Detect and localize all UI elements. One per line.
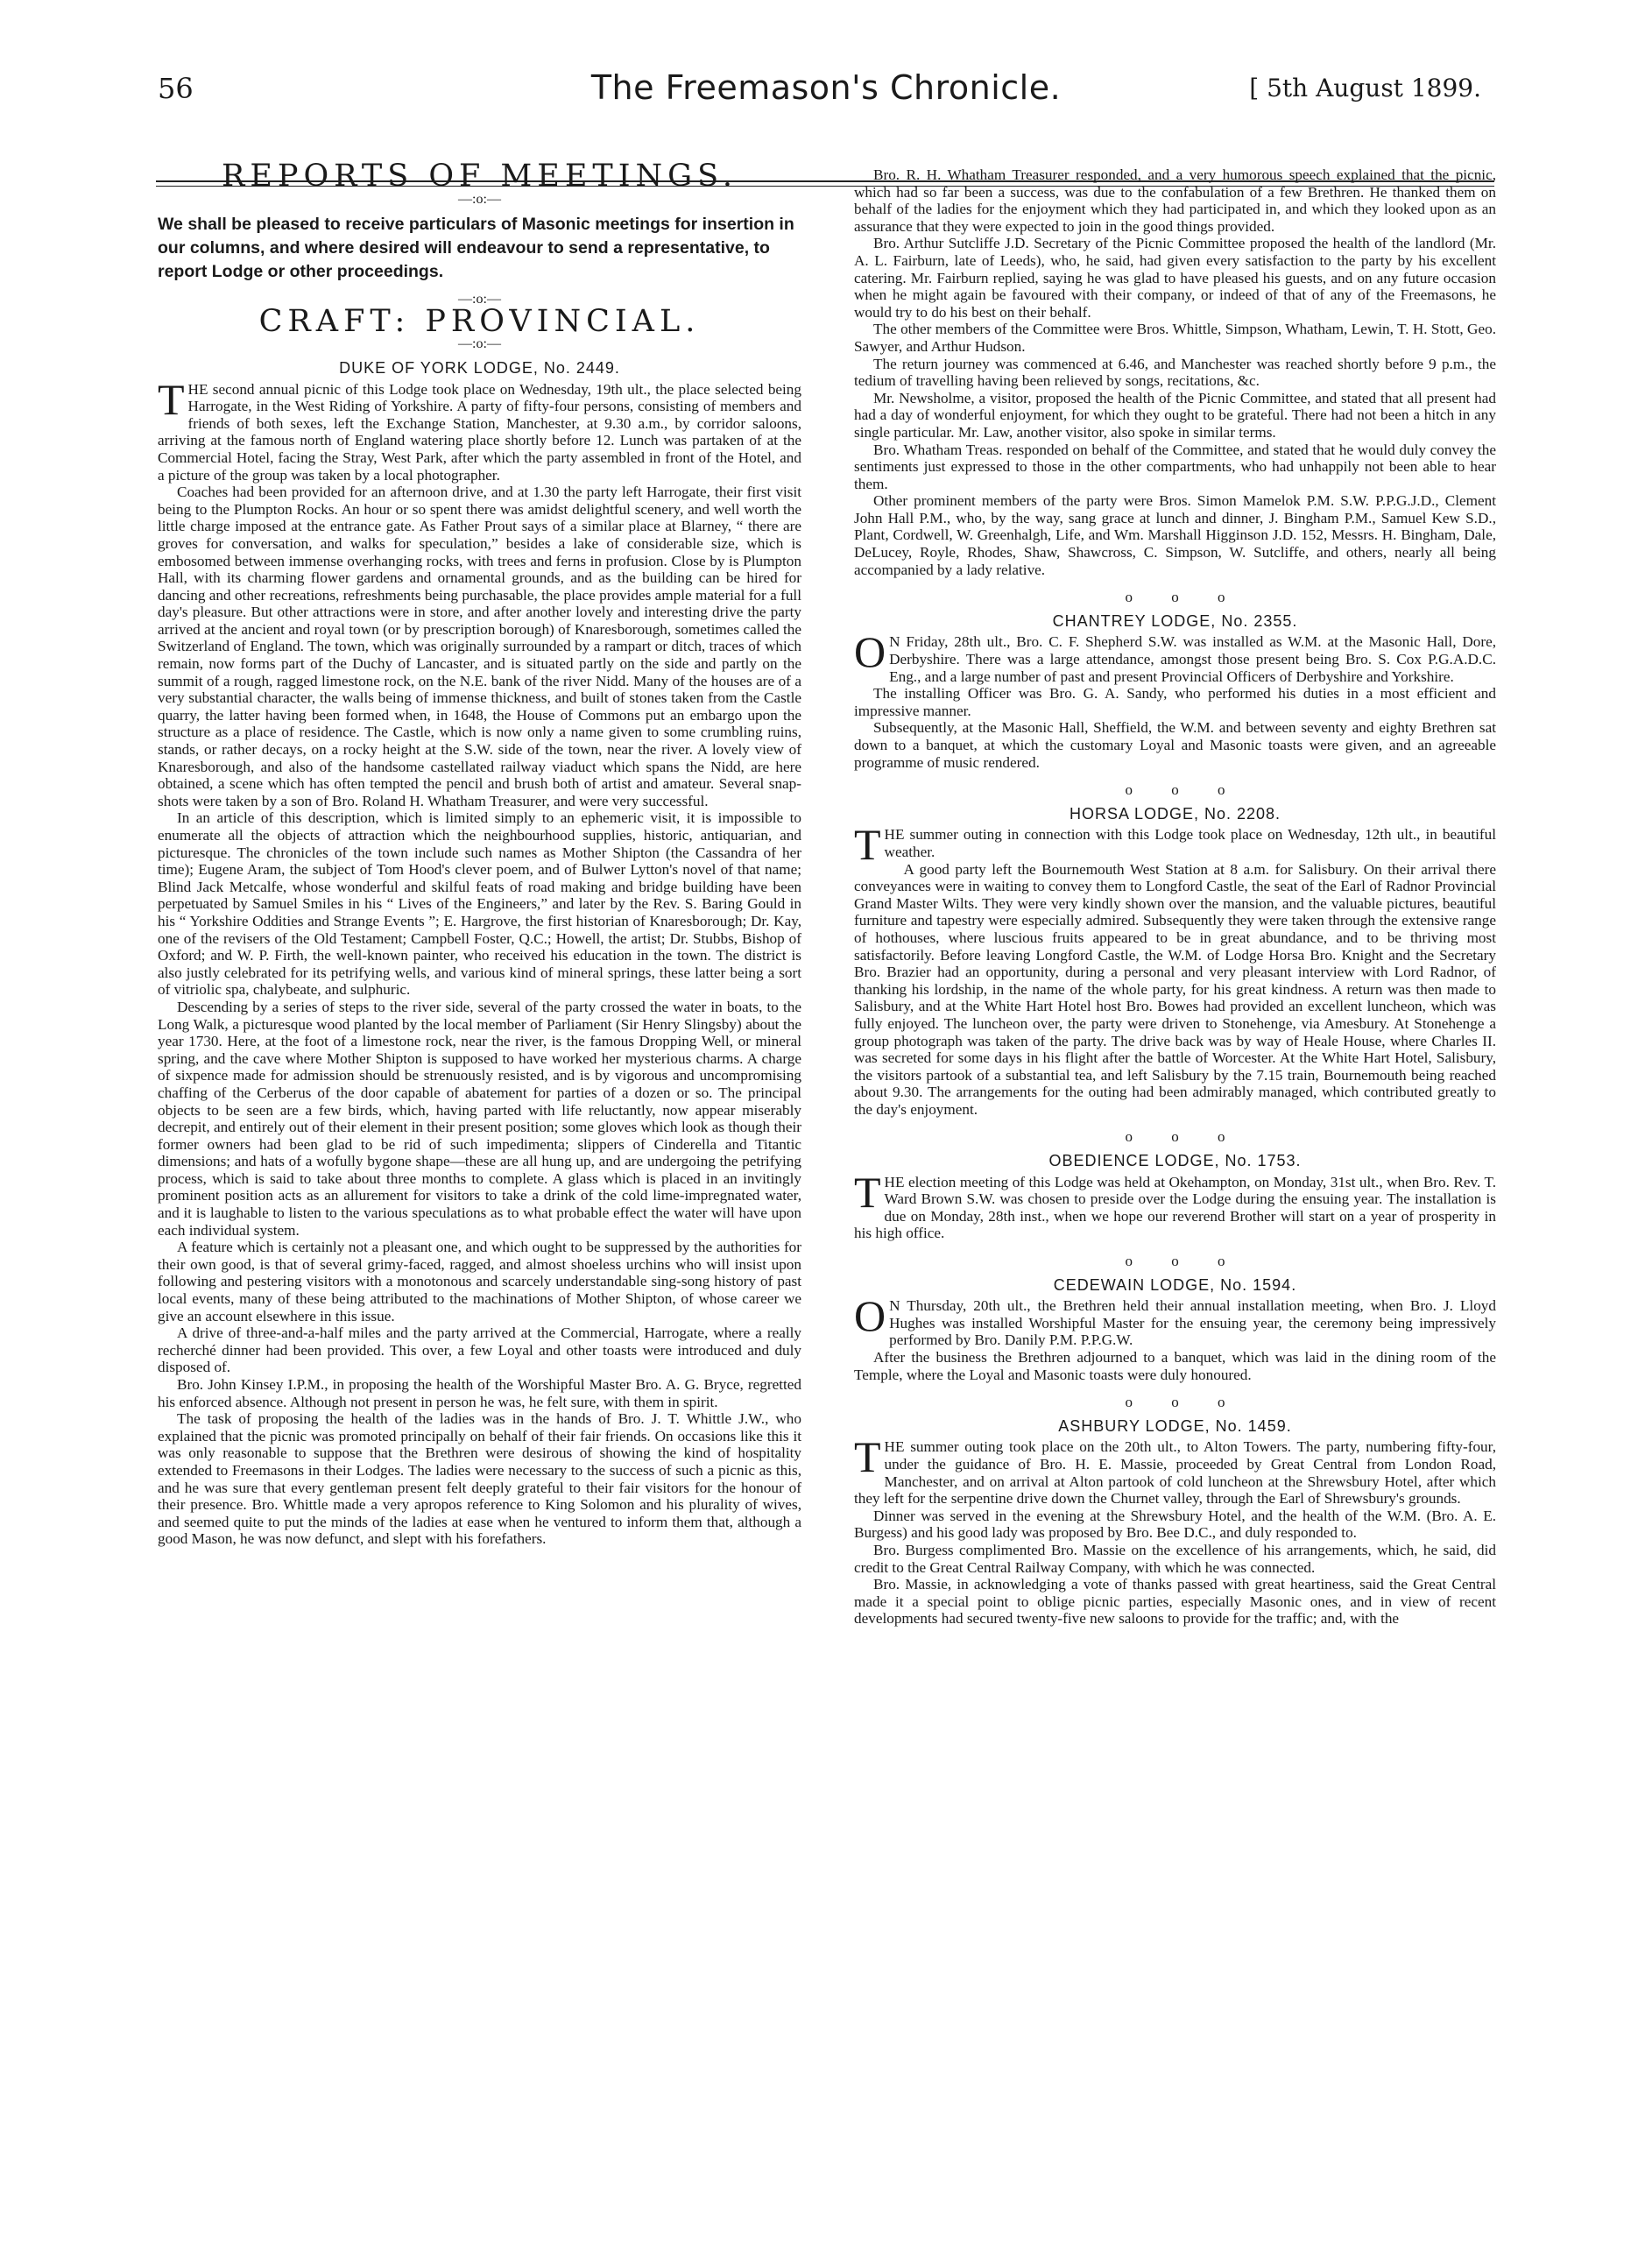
section-divider: o o o bbox=[1125, 1394, 1225, 1411]
separator: —:o:— bbox=[458, 292, 501, 307]
lodge-heading-ashbury: ASHBURY LODGE, No. 1459. bbox=[1058, 1416, 1292, 1435]
article-paragraph: Other prominent members of the party were Bros. Simon Mamelok P.M. S.W. P.P.G.J.D., Clement John Hall P.M., who, by the way, sang grace at lunch and dinner, J. Bingham P.M., Samuel Kew S.D., Plant, Cordwell, W. Greenhalgh, Life, and Wm. Marshall Higginson J.D. 152, Messrs. H. Bingham, Dale, DeLucey, Royle, Rhodes, Shaw, Shawcross, C. Simpson, W. Sutcliffe, and others, nearly all being accompanied by a lady relative. bbox=[854, 492, 1496, 578]
article-paragraph: The installing Officer was Bro. G. A. Sandy, who performed his duties in a most efficient and impressive manner. bbox=[854, 685, 1496, 719]
article-paragraph: THE election meeting of this Lodge was held at Okehampton, on Monday, 31st ult., when Bro. Rev. T. Ward Brown S.W. was chosen to preside over the Lodge during the ensuing year. The installation is due on Monday, 28th inst., when we hope our reverend Brother will start on a year of prosperity in his high office. bbox=[854, 1167, 1496, 1242]
article-paragraph: Dinner was served in the evening at the Shrewsbury Hotel, and the health of the W.M. (Bro. A. E. Burgess) and his good lady was proposed by Bro. Bee D.C., and duly responded to. bbox=[854, 1507, 1496, 1542]
section-divider: o o o bbox=[1125, 1128, 1225, 1146]
article-paragraph: Bro. Massie, in acknowledging a vote of thanks passed with great heartiness, said the Great Central made it a special point to oblige picnic parties, especially Masonic ones, and in view of recent developments had secured twenty-five new saloons to provide for the traffic; and, with the bbox=[854, 1576, 1496, 1628]
section-title: REPORTS OF MEETINGS. bbox=[222, 159, 738, 194]
article-paragraph: In an article of this description, which is limited simply to an ephemeric visit, it is impossible to enumerate all the objects of attraction which the neighbourhood supplies, historic, antiquarian, and picturesque. The chronicles of the town include such names as Mother Shipton (the Cassandra of her time); Eugene Aram, the subject of Tom Hood's clever poem, and of Bulwer Lytton's novel of that name; Blind Jack Metcalfe, whose wonderful and skilful feats of road making and bridge building have been perpetuated by Samuel Smiles in his “ Lives of the Engineers,” and later by the Rev. S. Baring Gould in his “ Yorkshire Oddities and Strange Events ”; E. Hargrove, the first historian of Knaresborough; Dr. Kay, one of the revisers of the Old Testament; Campbell Foster, Q.C.; Howell, the artist; Dr. Stubbs, Bishop of Oxford; and W. P. Firth, the well-known painter, who received his education in the town. The district is also justly celebrated for its petrifying wells, and various kind of mineral springs, these latter being a sort of vitriolic spa, chalybeate, and sulphuric. bbox=[158, 809, 801, 999]
lodge-heading-cedewain: CEDEWAIN LODGE, No. 1594. bbox=[1053, 1275, 1297, 1294]
article-paragraph: A feature which is certainly not a pleasant one, and which ought to be suppressed by the authorities for their own good, is that of several grimy-faced, ragged, and almost shoeless urchins who will insist upon following and pestering visitors with a monotonous and scarcely understandable sing-song history of past local events, many of these being attributed to the machinations of Mother Shipton, of whose career we give an account elsewhere in this issue. bbox=[158, 1239, 801, 1324]
article-paragraph: Descending by a series of steps to the river side, several of the party crossed the water in boats, to the Long Walk, a picturesque wood planted by the local member of Parliament (Sir Henry Slingsby) about the year 1730. Here, at the foot of a limestone rock, near the river, is the famous Dropping Well, or mineral spring, and the cave where Mother Shipton is supposed to have worked her mysterious charms. A charge of sixpence made for admission should be strenuously resisted, and is by vigorous and uncompromising chaffing of the Cerberus of the door capable of abatement for parties of a dozen or so. The principal objects to be seen are a few birds, which, having parted with life reluctantly, now appear miserably decrepit, and entirely out of their element in their present position; some gloves which look as though their former owners had been glad to be rid of such impedimenta; slippers of Cinderella and Titantic dimensions; and hats of a wofully bygone shape—these are all hung up, and are undergoing the petrifying process, which is said to take about three months to complete. A glass which is placed in an invitingly prominent position acts as an allurement for visitors to take a drink of the cold lime-impregnated water, and it is laughable to listen to the various speculations as to what probable effect the water will have upon each individual system. bbox=[158, 998, 801, 1239]
article-paragraph: Bro. R. H. Whatham Treasurer responded, and a very humorous speech explained that the picnic, which had so far been a success, was due to the confabulation of a few Brethren. He thanked them on behalf of the ladies for the enjoyment which they had participated in, and which they looked upon as an assurance that they were expected to join in the good things provided. bbox=[854, 166, 1496, 235]
separator: —:o:— bbox=[458, 336, 501, 352]
article-paragraph: O N Thursday, 20th ult., the Brethren held their annual installation meeting, when Bro. J. Lloyd Hughes was installed Worshipful Master for the ensuing year, the ceremony being impressively performed by Bro. Danily P.M. P.P.G.W. bbox=[854, 1291, 1496, 1349]
article-paragraph: Mr. Newsholme, a visitor, proposed the health of the Picnic Committee, and stated that all present had had a day of wonderful enjoyment, for which they ought to be grateful. There had not been a hitch in any single particular. Mr. Law, another visitor, also spoke in similar terms. bbox=[854, 389, 1496, 441]
article-paragraph: Subsequently, at the Masonic Hall, Sheffield, the W.M. and between seventy and eighty Brethren sat down to a banquet, at which the customary Loyal and Masonic toasts were given, and an agreeable programme of music rendered. bbox=[854, 719, 1496, 771]
lodge-heading-duke-of-york: DUKE OF YORK LODGE, No. 2449. bbox=[339, 358, 620, 377]
article-paragraph: Coaches had been provided for an afternoon drive, and at 1.30 the party left Harrogate, their first visit being to the Plumpton Rocks. An hour or so spent there was amidst delightful scenery, and well worth the little charge imposed at the entrance gate. As Father Prout says of a similar place at Blarney, “ there are groves for conversation, and walks for speculation,” besides a lake of considerable size, which is embosomed between immense overhanging rocks, with trees and ferns in profusion. Close by is Plumpton Hall, with its charming flower gardens and ornamental grounds, and as the building can be hired for dancing and other recreations, refreshments being purchasable, the place provides ample material for a full day's pleasure. But other attractions were in store, and after another lovely and interesting drive the party arrived at the ancient and royal town (or by prescription borough) of Knaresborough, sometimes called the Switzerland of England. The town, which was originally surrounded by a rampart or ditch, traces of which remain, now forms part of the Duchy of Lancaster, and is situated partly on the side and partly on the summit of a rough, ragged limestone rock, on the N.E. bank of the river Nidd. Many of the houses are of a very substantial character, the walls being of immense thickness, and built of stones taken from the Castle quarry, the latter having been formed when, in 1648, the House of Commons put an embargo upon the structure as a place of residence. The Castle, which is now only a name given to some crumbling ruins, stands, or rather decays, on a rocky height at the S.W. side of the town, near the river. A lovely view of Knaresborough, and also of the handsome castellated railway viaduct which spans the Nidd, are here obtained, a scene which has often tempted the pencil and brush both of artist and amateur. Several snap-shots were taken by a son of Bro. Roland H. Whatham Treasurer, and were very successful. bbox=[158, 484, 801, 809]
section-divider: o o o bbox=[1125, 1253, 1225, 1270]
article-paragraph: O N Friday, 28th ult., Bro. C. F. Shepherd S.W. was installed as W.M. at the Masonic Hall, Dore, Derbyshire. There was a large attendance, amongst those present being Bro. S. Cox P.G.A.D.C. Eng., and a large number of past and present Provincial Officers of Derbyshire and Yorkshire. bbox=[854, 627, 1496, 685]
lodge-heading-horsa: HORSA LODGE, No. 2208. bbox=[1069, 804, 1281, 823]
section-divider: o o o bbox=[1125, 589, 1225, 606]
drop-cap: T bbox=[854, 820, 881, 870]
submission-notice: We shall be pleased to receive particulars of Masonic meetings for insertion in our columns, and where desired will endeavour to send a representative, to report Lodge or other proceedings. bbox=[158, 215, 794, 282]
drop-cap: T bbox=[854, 1167, 881, 1217]
drop-cap: T bbox=[854, 1432, 881, 1482]
paper-title: The Freemason's Chronicle. bbox=[590, 68, 1062, 107]
article-paragraph: THE summer outing took place on the 20th ult., to Alton Towers. The party, numbering fifty-four, under the guidance of Bro. H. E. Massie, proceeded by Great Central from London Road, Manchester, and on arrival at Alton partook of cold luncheon at the Shrewsbury Hotel, after which they left for the serpentine drive down the Churnet valley, through the Earl of Shrewsbury's grounds. bbox=[854, 1432, 1496, 1508]
page-number: 56 bbox=[158, 72, 194, 105]
drop-cap: O bbox=[854, 627, 886, 677]
article-paragraph: THE summer outing in connection with this Lodge took place on Wednesday, 12th ult., in beautiful weather. bbox=[854, 820, 1496, 870]
right-column bbox=[854, 166, 1496, 1628]
drop-cap: O bbox=[854, 1291, 886, 1341]
article-paragraph: Bro. Whatham Treas. responded on behalf of the Committee, and stated that he would duly convey the sentiments just expressed to those in the other compartments, who had unhappily not been able to hear them. bbox=[854, 441, 1496, 492]
drop-cap: T bbox=[158, 374, 185, 424]
article-paragraph: A good party left the Bournemouth West Station at 8 a.m. for Salisbury. On their arrival there conveyances were in waiting to convey them to Longford Castle, the seat of the Earl of Radnor Provincial Grand Master Wilts. They were very kindly shown over the mansion, and the valuable pictures, beautiful furniture and tapestry were especially admired. Subsequently they were taken through the extensive range of hothouses, where luscious fruits appeared to be in great abundance, and to be thriving most satisfactorily. Before leaving Longford Castle, the W.M. of Lodge Horsa Bro. Knight and the Secretary Bro. Brazier had an opportunity, during a personal and very pleasant interview with Lord Radnor, of thanking his lordship, in the name of the whole party, for his great kindness. A return was then made to Salisbury, and at the White Hart Hotel host Bro. Bowes had provided an excellent luncheon, which was fully enjoyed. The luncheon over, the party were driven to Stonehenge, via Amesbury. At Stonehenge a group photograph was taken of the party. The drive back was by way of Heale House, where Charles II. was secreted for some days in his flight after the battle of Worcester. At the White Hart Hotel, Salisbury, the visitors partook of a substantial tea, and left Salisbury by the 7.15 train, Bournemouth being reached about 9.30. The arrangements for the outing had been admirably managed, which contributed greatly to the day's enjoyment. bbox=[854, 860, 1496, 1118]
left-column bbox=[158, 159, 801, 1548]
article-paragraph: A drive of three-and-a-half miles and the party arrived at the Commercial, Harrogate, where a really recherché dinner had been provided. This over, a few Loyal and other toasts were introduced and duly disposed of. bbox=[158, 1324, 801, 1376]
article-paragraph: THE second annual picnic of this Lodge took place on Wednesday, 19th ult., the place selected being Harrogate, in the West Riding of Yorkshire. A party of fifty-four persons, consisting of members and friends of both sexes, left the Exchange Station, Manchester, at 9.30 a.m., by corridor saloons, arriving at the famous north of England watering place shortly before 12. Lunch was partaken of at the Commercial Hotel, facing the Stray, West Park, after which the party assembled in front of the Hotel, and a picture of the group was taken by a local photographer. bbox=[158, 374, 801, 484]
article-paragraph: The return journey was commenced at 6.46, and Manchester was reached shortly before 9 p.m., the tedium of travelling having been relieved by songs, recitations, &c. bbox=[854, 355, 1496, 390]
article-paragraph: The task of proposing the health of the ladies was in the hands of Bro. J. T. Whittle J.W., who explained that the picnic was promoted principally on behalf of their fair friends. On occasions like this it was only reasonable to suppose that the Brethren were desirous of showing the kind of hospitality extended to Freemasons in their Lodges. The ladies were necessary to the success of such a picnic as this, and he was sure that every gentleman present felt deeply grateful to their fair visitors for the honour of their presence. Bro. Whittle made a very apropos reference to King Solomon and his plurality of wives, and seemed quite to put the minds of the ladies at ease when he ventured to inform them that, although a good Mason, he was now defunct, and slept with his forefathers. bbox=[158, 1410, 801, 1548]
article-paragraph: Bro. John Kinsey I.P.M., in proposing the health of the Worshipful Master Bro. A. G. Bryce, regretted his enforced absence. Although not present in person he was, he felt sure, with them in spirit. bbox=[158, 1376, 801, 1410]
article-paragraph: After the business the Brethren adjourned to a banquet, which was laid in the dining room of the Temple, where the Loyal and Masonic toasts were duly honoured. bbox=[854, 1349, 1496, 1383]
article-paragraph: Bro. Arthur Sutcliffe J.D. Secretary of the Picnic Committee proposed the health of the landlord (Mr. A. L. Fairburn, late of Leeds), who, he said, had given every satisfaction to the party by his excellent catering. Mr. Fairburn replied, saying he was glad to have pleased his guests, and on any future occasion when he might again be favoured with their company, or indeed of that of any of the Freemasons, he would try to do his best on their behalf. bbox=[854, 235, 1496, 321]
lodge-heading-obedience: OBEDIENCE LODGE, No. 1753. bbox=[1048, 1152, 1302, 1170]
section-divider: o o o bbox=[1125, 781, 1225, 799]
masthead bbox=[0, 68, 1652, 138]
article-paragraph: The other members of the Committee were Bros. Whittle, Simpson, Whatham, Lewin, T. H. Stott, Geo. Sawyer, and Arthur Hudson. bbox=[854, 321, 1496, 355]
separator: —:o:— bbox=[458, 191, 501, 207]
article-paragraph: Bro. Burgess complimented Bro. Massie on the excellence of his arrangements, which, he said, did credit to the Great Central Railway Company, with which he was connected. bbox=[854, 1541, 1496, 1576]
issue-date: [ 5th August 1899. bbox=[1249, 74, 1481, 102]
subsection-title: CRAFT: PROVINCIAL. bbox=[258, 303, 701, 339]
lodge-heading-chantrey: CHANTREY LODGE, No. 2355. bbox=[1052, 611, 1298, 630]
